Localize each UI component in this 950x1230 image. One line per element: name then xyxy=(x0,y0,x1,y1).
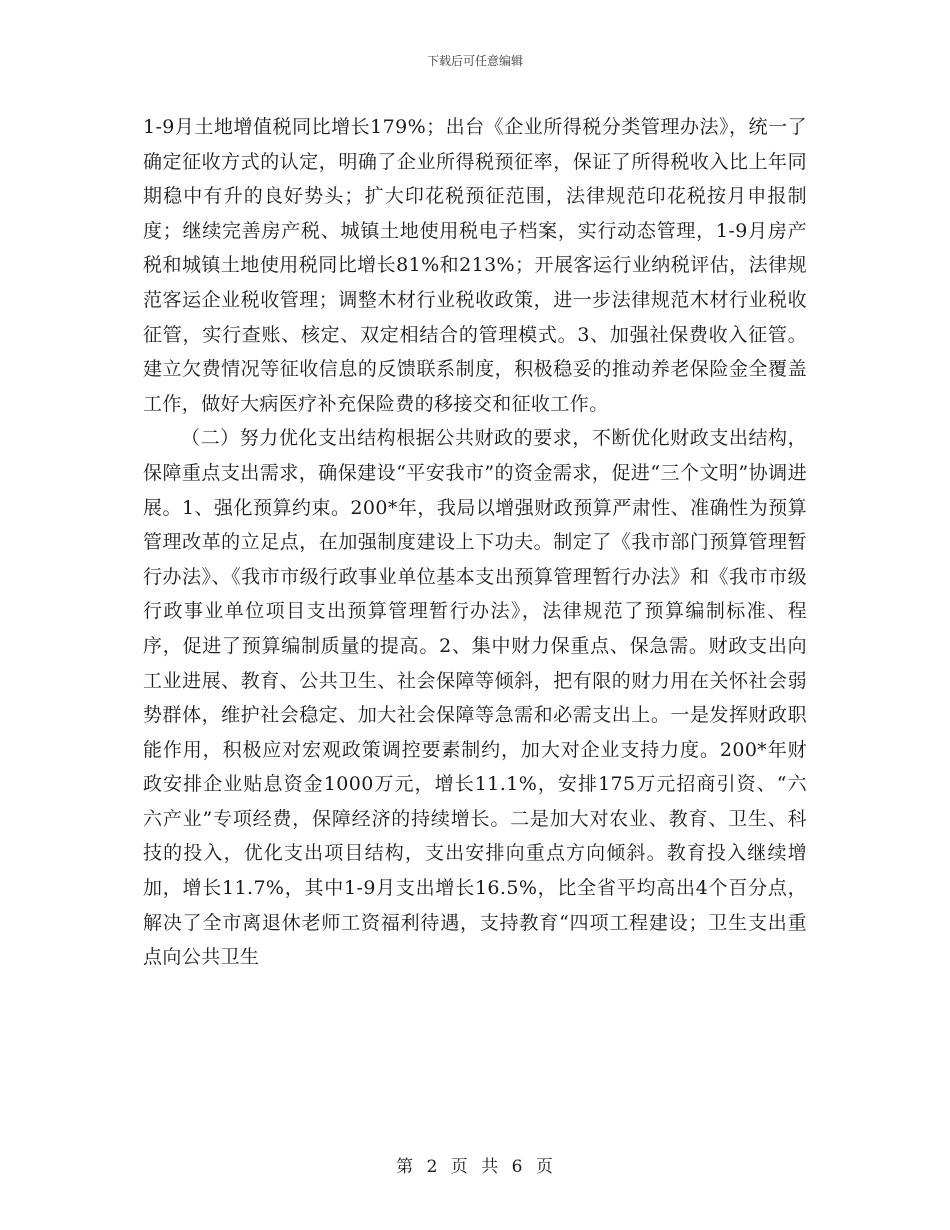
document-body xyxy=(143,110,807,975)
paragraph-2: （二）努力优化支出结构根据公共财政的要求，不断优化财政支出结构，保障重点支出需求，确保建设“平安我市”的资金需求，促进“三个文明”协调进展。1、强化预算约束。200*年，我局以增强财政预算严肃性、准确性为预算管理改革的立足点，在加强制度建设上下功夫。制定了《我市部门预算管理暂行办法》、《我市市级行政事业单位基本支出预算管理暂行办法》和《我市市级行政事业单位项目支出预算管理暂行办法》，法律规范了预算编制标准、程序，促进了预算编制质量的提高。2、集中财力保重点、保急需。财政支出向工业进展、教育、公共卫生、社会保障等倾斜，把有限的财力用在关怀社会弱势群体，维护社会稳定、加大社会保障等急需和必需支出上。一是发挥财政职能作用，积极应对宏观政策调控要素制约，加大对企业支持力度。200*年财政安排企业贴息资金1000万元，增长11.1%，安排175万元招商引资、“六六产业”专项经费，保障经济的持续增长。二是加大对农业、教育、卫生、科技的投入，优化支出项目结构，支出安排向重点方向倾斜。教育投入继续增加，增长11.7%，其中1-9月支出增长16.5%，比全省平均高出4个百分点，解决了全市离退休老师工资福利待遇，支持教育“四项工程建设；卫生支出重点向公共卫生 xyxy=(143,427,807,969)
page-header: 下载后可任意编辑 xyxy=(426,54,523,68)
page-number-footer: 第 2 页 共 6 页 xyxy=(396,1157,554,1177)
paragraph-1: 1-9月土地增值税同比增长179%；出台《企业所得税分类管理办法》，统一了确定征收方式的认定，明确了企业所得税预征率，保证了所得税收入比上年同期稳中有升的良好势头；扩大印花税预征范围，法律规范印花税按月申报制度；继续完善房产税、城镇土地使用税电子档案，实行动态管理，1-9月房产税和城镇土地使用税同比增长81%和213%；开展客运行业纳税评估，法律规范客运企业税收管理；调整木材行业税收政策，进一步法律规范木材行业税收征管，实行查账、核定、双定相结合的管理模式。3、加强社保费收入征管。建立欠费情况等征收信息的反馈联系制度，积极稳妥的推动养老保险金全覆盖工作，做好大病医疗补充保险费的移接交和征收工作。 xyxy=(143,116,807,415)
